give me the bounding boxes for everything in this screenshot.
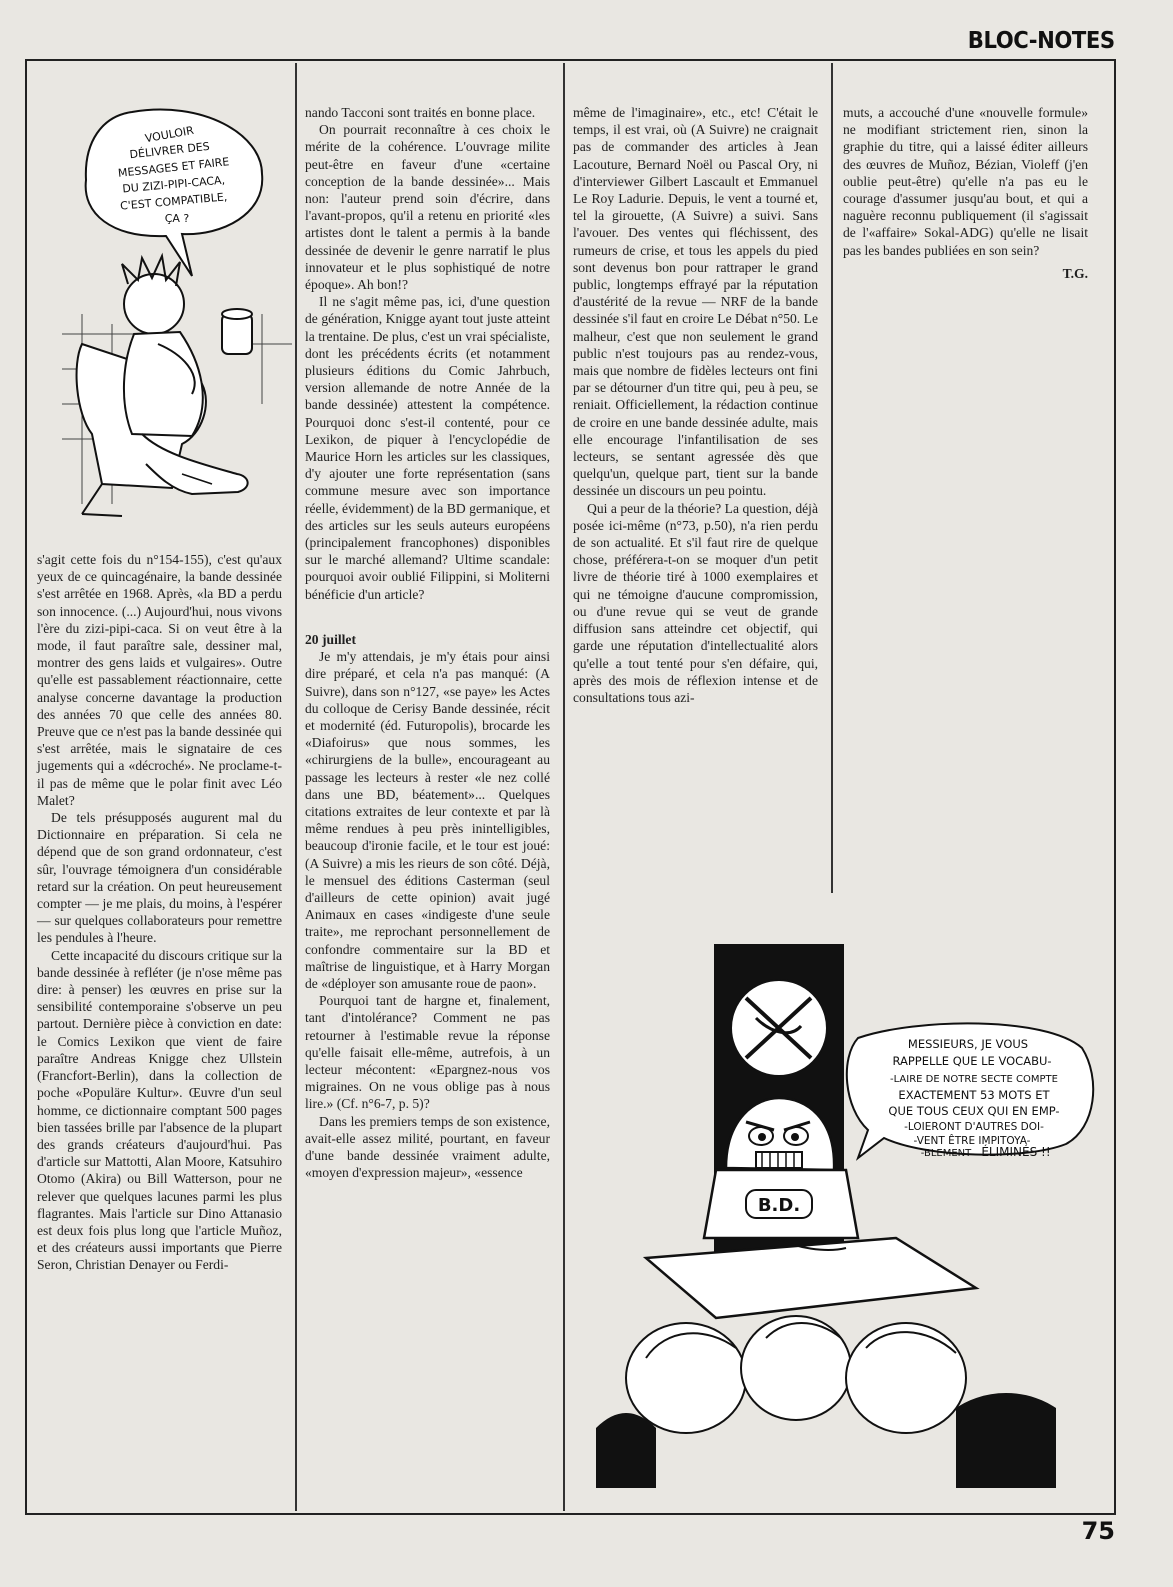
speech-line: DU ZIZI-PIPI-CACA,: [121, 173, 226, 196]
paragraph: Dans les premiers temps de son existence, avait-elle assez milité, pourtant, en faveur d'une bande dessinée vraiment adulte, «moyen d'expression majeur», «essence: [305, 1113, 550, 1181]
speech-line: MESSIEURS, JE VOUS: [907, 1037, 1029, 1051]
person-head: [124, 274, 184, 334]
paragraph: Pourquoi tant de hargne et, finalement, tant d'intolérance? Comment ne pas retourner à l'estimable revue la réponse qu'elle faisait elle-même, autrefois, à un lecteur mécontent: «Epargnez-nous vos migraines. On ne vous oblige pas à nous lire.» (Cf. n°6-7, p. 5)?: [305, 993, 550, 1112]
paragraph: même de l'imaginaire», etc., etc! C'était le temps, il est vrai, où (A Suivre) ne craignait pas de commander des articles à Jean Lacouture, Bernard Noël ou Pascal Ory, ni d'interviewer Gilbert Lascault et Emmanuel Le Roy Ladurie. Depuis, le vent a tourné et, tel la girouette, (A Suivre) a suivi. Sans l'avouer. Des ventes qui fléchissent, des rumeurs de crise, et tous les appels du pied sont devenus bon pour rattraper le grand public, longtemps effrayé par la réputation d'austérité de la revue — NRF de la bande dessinée s'il faut en croire Le Débat n°50. Le malheur, c'est que non seulement le grand public n'est toujours pas au rendez-vous, mais que nombre de fidèles lecteurs ont fini par se détourner d'un titre qui, peu à peu, se reniait. Officiellement, la rédaction continue de croire en une bande dessinée adulte, mais elle encourage l'infantilisation de ses lecteurs, se sentant agressée dès que quelqu'un, quelque part, tient sur la bande dessinée un discours un peu pointu.: [573, 105, 818, 499]
speech-line: EXACTEMENT 53 MOTS ET: [898, 1088, 1050, 1102]
paragraph: Qui a peur de la théorie? La question, déjà posée ici-même (n°73, p.50), n'a rien perdu de son actualité. Et s'il faut rire de quelque chose, préférera-t-on se moquer d'un petit livre de théorie tiré à 1000 exemplaires et qui ne témoigne d'aucune compromission, ou d'une revue qui se veut de grande diffusion sans atteindre cet objectif, qui garde une réputation d'intellectualité alors qu'elle a tout tenté pour s'en défaire, qui, après des mois de réflexion intense et de consultations tous azi-: [573, 500, 818, 705]
speech-line: -VENT ÊTRE IMPITOYA-: [913, 1135, 1031, 1147]
column-rule: [295, 63, 297, 1511]
speech-line: RAPPELLE QUE LE VOCABU-: [892, 1054, 1052, 1068]
bd-badge: B.D.: [757, 1195, 801, 1216]
table: [646, 1238, 976, 1318]
speech-line: ÇA ?: [164, 212, 190, 225]
column-rule: [563, 63, 565, 1511]
speech-line: -BLEMENT: [920, 1148, 972, 1159]
cartoon-sect: [596, 908, 1106, 1488]
cartoon-toilet: [62, 104, 292, 524]
article-column-3: [573, 104, 818, 706]
speech-line: -LOIERONT D'AUTRES DOI-: [904, 1121, 1044, 1133]
speech-line: VOULOIR: [143, 123, 195, 146]
date-heading: 20 juillet: [305, 631, 356, 647]
paragraph: Je m'y attendais, je m'y étais pour ainsi dire préparé, et cela n'a pas manqué: (A Suivre), dans son n°127, «se paye» les Actes du colloque de Cerisy Bande dessinée, récit et modernité (éd. Futuropolis), brocarde les «Diafoirus» que nous sommes, les «chirurgiens de la bulle», encourageant au passage les lecteurs à rester «le nez collé dans une BD, béatement»... Quelques citations extraites de leur contexte et par là même rendues à peu près inintelligibles, beaucoup d'ironie facile, et le tour est joué: (A Suivre) a mis les rieurs de son côté. Déjà, le mensuel des éditions Casterman (seul d'ailleurs de cette opinion) avait jugé Animaux en cases «indigeste d'une seule traite», me reprochant personnellement de confondre commentaire sur la BD et maîtrise de linguistique, et à Harry Morgan de «déployer son amusante roue de paon».: [305, 649, 550, 991]
speech-line: DÉLIVRER DES: [128, 139, 211, 162]
paragraph: muts, a accouché d'une «nouvelle formule» ne modifiant strictement rien, sinon la graphie du titre, qui a laissé éditer ailleurs des œuvres de Muñoz, Bézian, Violeff (j'en oublie peut-être) qu'elle n'a pas eu le courage d'assumer jusqu'au bout, et qui a naguère reconnu publiquement (il s'agissait de l'«affaire» Sokal-ADG) qu'elle ne lisait pas les bandes publiées en son sein?: [843, 105, 1088, 258]
paragraph: Il ne s'agit même pas, ici, d'une question de génération, Knigge ayant tout juste atteint la trentaine. De plus, c'est un vrai spécialiste, dont les précédents écrits (et notamment plusieurs éditions du Comic Jahrbuch, version allemande de notre Année de la bande dessinée) attestent la compétence. Pourquoi donc s'est-il contenté, pour ce Lexikon, de piquer à l'encyclopédie de Maurice Horn les articles sur les classiques, d'y ajouter une forte représentation (sans commune mesure avec son importance réelle, évidemment) de la BD germanique, et des articles sur les seuls auteurs européens (principalement francophones) disponibles sur le marché allemand? Ultime scandale: pourquoi avoir oublié Filippini, si Moliterni bénéficie d'un article?: [305, 294, 550, 602]
speech-line: QUE TOUS CEUX QUI EN EMP-: [888, 1104, 1060, 1118]
paragraph: On pourrait reconnaître à ces choix le mérite de la cohérence. L'ouvrage milite peut-être en faveur d'une «certaine conception de la bande dessinée»... Mais non: l'auteur prend soin d'écrire, dans l'avant-propos, qu'il a retenu en priorité «les artistes dont le talent a permis à la bande dessinée de devenir le genre narratif le plus innovateur et le plus sophistiqué de notre époque». Ah bon!?: [305, 122, 550, 293]
paragraph: s'agit cette fois du n°154-155), c'est qu'aux yeux de ce quincagénaire, la bande dessinée s'est arrêtée en 1968. Après, «la BD a perdu son innocence. (...) Aujourd'hui, nous vivons l'ère du zizi-pipi-caca. Si on veut être à la mode, il faut paraître sale, dessiner mal, montrer des gens laids et vulgaires». Outre qu'elle est passablement réactionnaire, cette analyse concerne davantage la production des années 70 que celle des années 80. Preuve que ce n'est pas la bande dessinée qui s'est arrêtée, mais le signataire de ces jugements qui a «décroché». Ne proclame-t-il pas de même que le polar finit avec Léo Malet?: [37, 552, 282, 808]
paragraph: nando Tacconi sont traités en bonne place.: [305, 105, 536, 120]
speech-line: ÉLIMINÉS !!: [981, 1145, 1051, 1159]
author-signature: T.G.: [1062, 265, 1088, 281]
article-column-4: [843, 104, 1088, 282]
section-label: BLOC-NOTES: [968, 28, 1115, 54]
speech-line: MESSAGES ET FAIRE: [117, 155, 230, 180]
article-column-2: [305, 104, 550, 1181]
article-column-1: [37, 551, 282, 1274]
page-number: 75: [1081, 1517, 1115, 1545]
paragraph: De tels présupposés augurent mal du Dictionnaire en préparation. Si cela ne dépend que de son grand ordonnateur, c'est sûr, l'ouvrage témoignera d'un considérable retard sur la création. On peut heureusement compter — je me plais, du moins, à l'espérer — sur quelques collaborateurs pour remettre les pendules à l'heure.: [37, 810, 282, 946]
speech-line: C'EST COMPATIBLE,: [119, 190, 228, 213]
person-body: [124, 332, 203, 436]
column-rule: [831, 63, 833, 893]
speech-line: -LAIRE DE NOTRE SECTE COMPTE: [890, 1074, 1058, 1085]
paragraph: Cette incapacité du discours critique sur la bande dessinée à refléter (je n'ose même pas dire: à penser) les œuvres en prise sur la sensibilité contemporaine s'observe un peu partout. Dernière pièce à conviction en date: le Comics Lexikon que vient de faire paraître Andreas Knigge chez Ullstein (Francfort-Berlin), dans la collection de poche «Populäre Kultur». Œuvre d'un seul homme, ce dictionnaire comptant 500 pages bien tassées brille par l'absence de la plupart des grands créateurs d'aujourd'hui. Pas d'article sur Mattotti, Alan Moore, Katsuhiro Otomo (Akira) ou Bill Watterson, pour ne relever que quelques lacunes parmi les plus flagrantes. Mais l'article sur Dino Attanasio est deux fois plus long que l'article Muñoz, et des créateurs aussi importants que Pierre Seron, Christian Denayer ou Ferdi-: [37, 947, 283, 1273]
